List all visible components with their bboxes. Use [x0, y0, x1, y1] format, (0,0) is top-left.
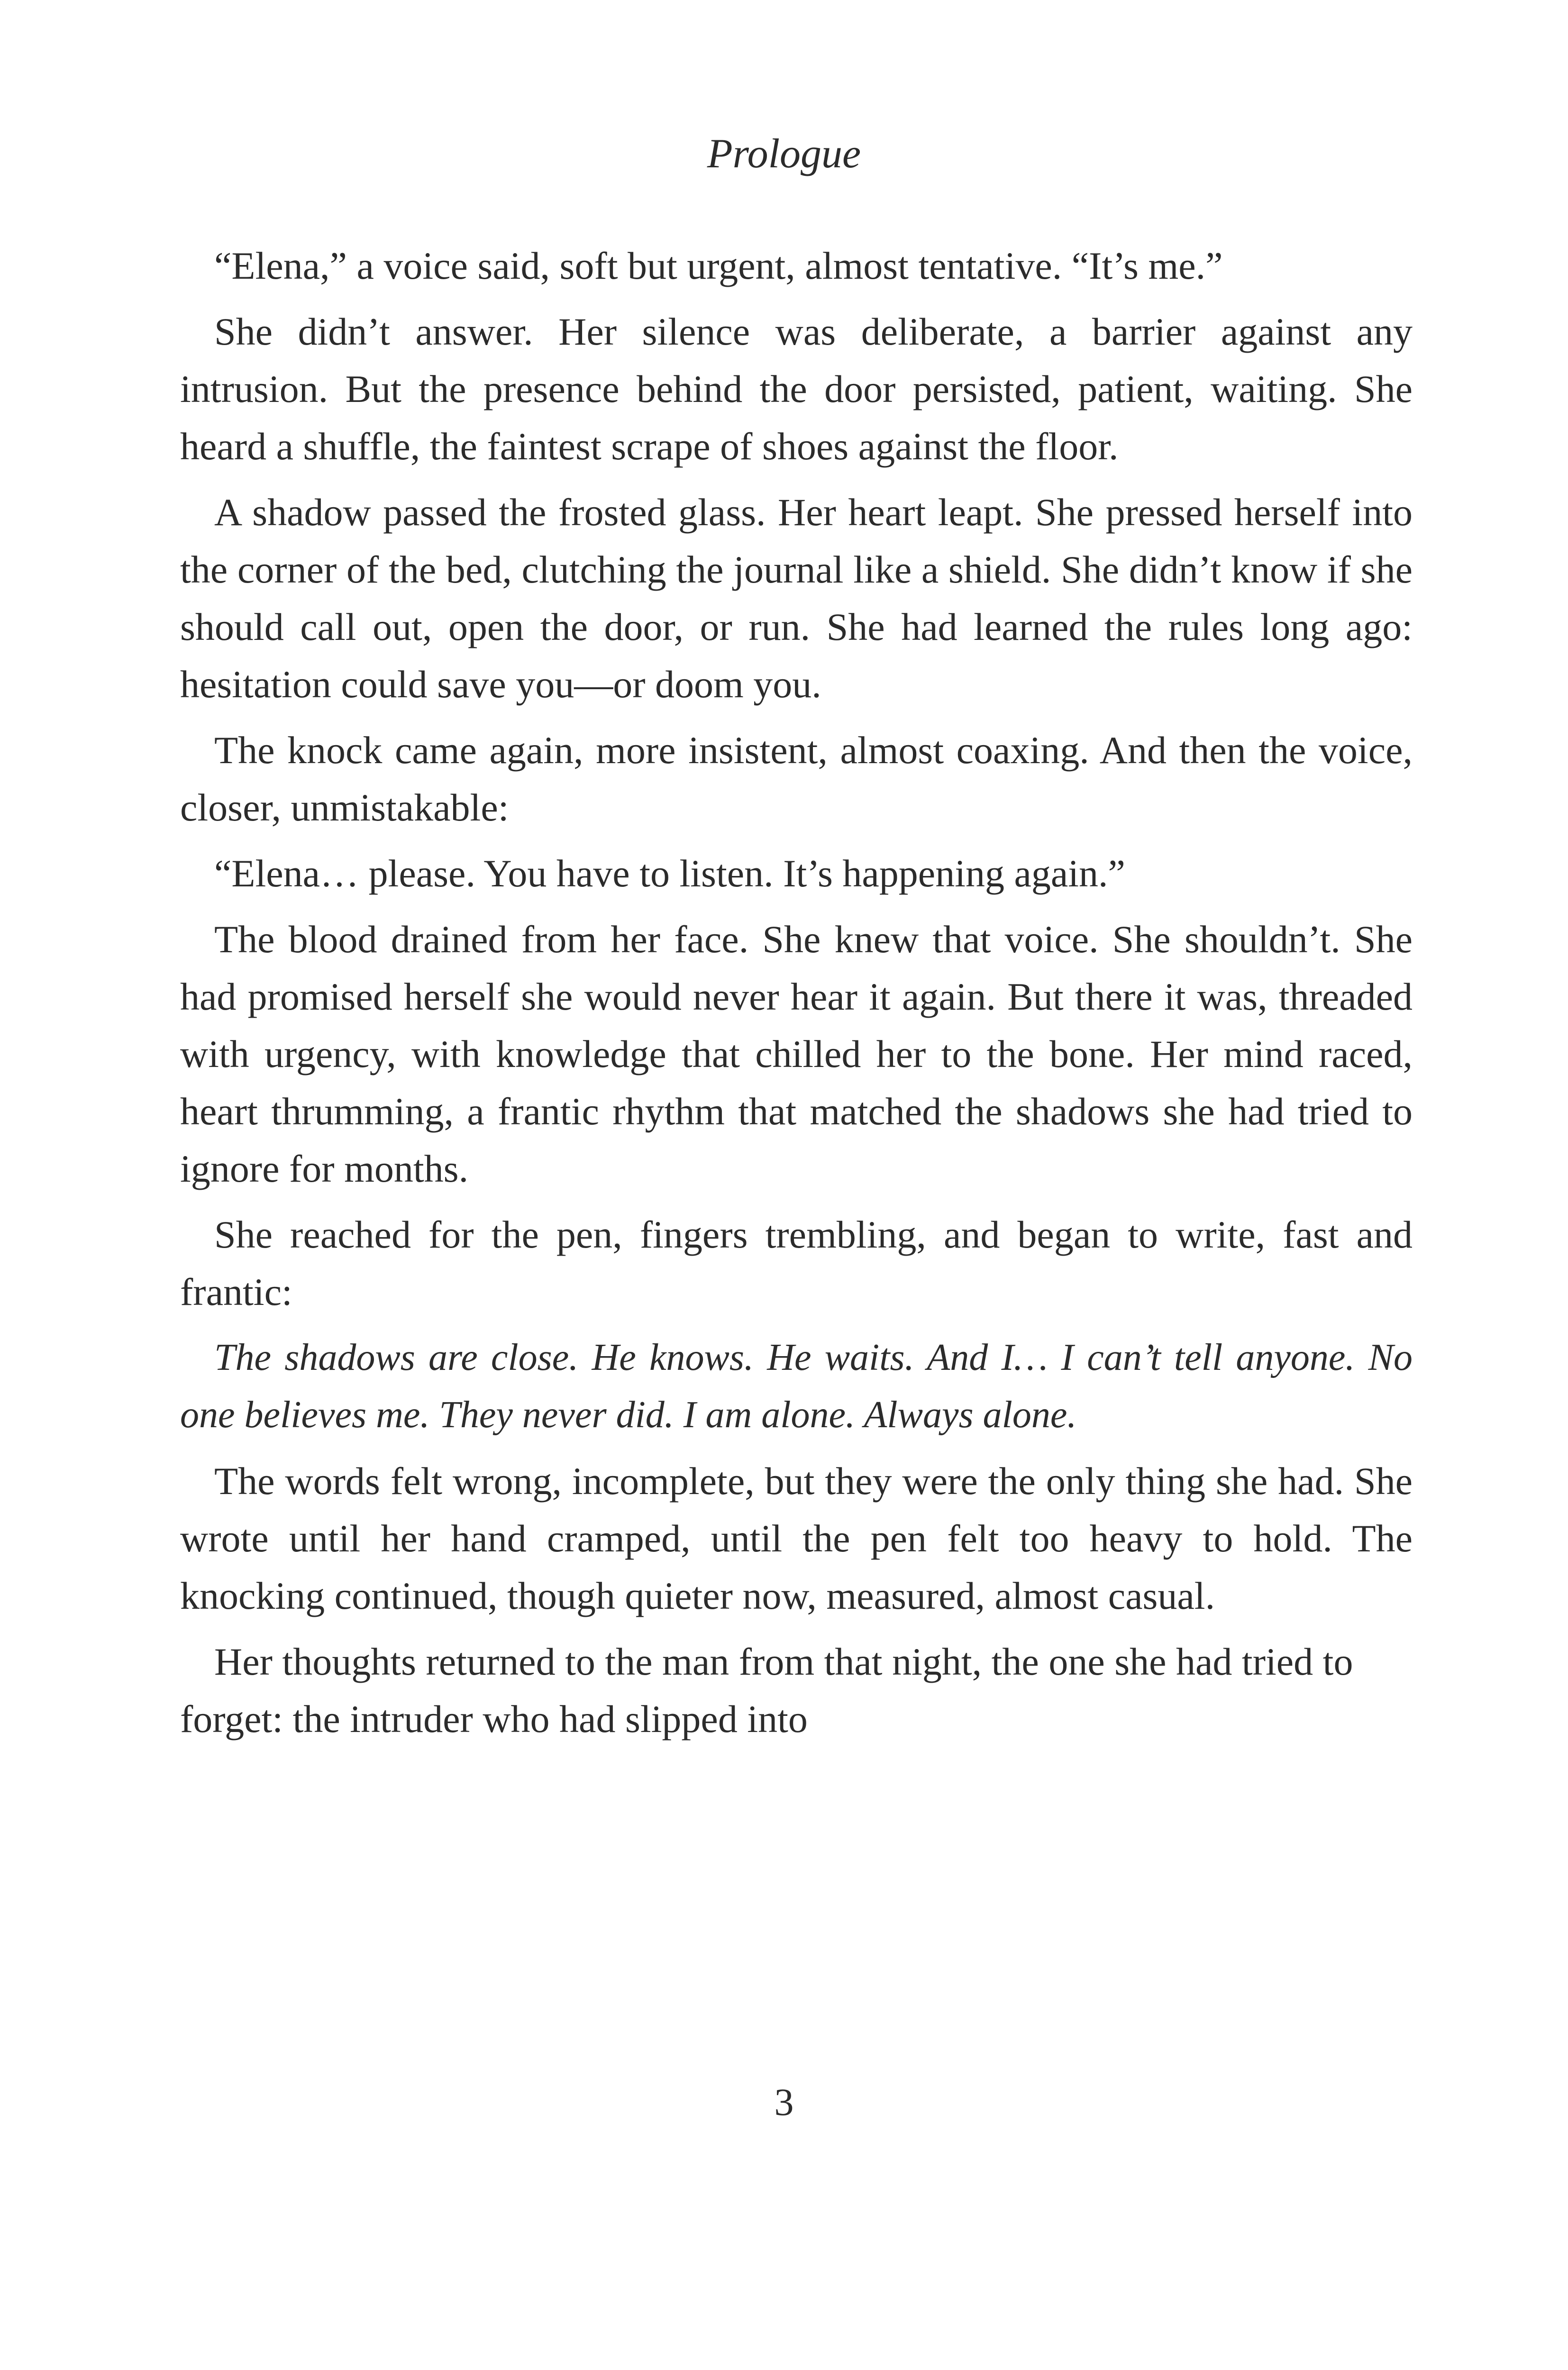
- journal-entry-paragraph: The shadows are close. He knows. He waits. And I… I can’t tell anyone. No one believes me. They never did. I am alone. Always alone.: [180, 1337, 1413, 1436]
- body-text: [180, 237, 1413, 1748]
- paragraph: She didn’t answer. Her silence was deliberate, a barrier against any intrusion. But the presence behind the door persisted, patient, waiting. She heard a shuffle, the faintest scrape of shoes against the floor.: [180, 310, 1413, 468]
- running-head: Prologue: [707, 131, 861, 177]
- paragraph: The words felt wrong, incomplete, but they were the only thing she had. She wrote until her hand cramped, until the pen felt too heavy to hold. The knocking continued, though quieter now, measured, almost casual.: [180, 1459, 1413, 1617]
- paragraph: Her thoughts returned to the man from that night, the one she had tried to forget: the intruder who had slipped into: [180, 1640, 1353, 1741]
- paragraph: “Elena,” a voice said, soft but urgent, almost tentative. “It’s me.”: [214, 244, 1223, 287]
- paragraph: “Elena… please. You have to listen. It’s happening again.”: [214, 852, 1125, 895]
- paragraph: She reached for the pen, fingers trembling, and began to write, fast and frantic:: [180, 1213, 1413, 1313]
- paragraph: The blood drained from her face. She knew that voice. She shouldn’t. She had promised herself she would never hear it again. But there it was, threaded with urgency, with knowledge that chilled her to the bone. Her mind raced, heart thrumming, a frantic rhythm that matched the shadows she had tried to ignore for months.: [180, 918, 1413, 1190]
- paragraph: The knock came again, more insistent, almost coaxing. And then the voice, closer, unmistakable:: [180, 729, 1413, 829]
- paragraph: A shadow passed the frosted glass. Her heart leapt. She pressed herself into the corner of the bed, clutching the journal like a shield. She didn’t know if she should call out, open the door, or run. She had learned the rules long ago: hesitation could save you—or doom you.: [180, 491, 1413, 706]
- page-number: 3: [774, 2080, 794, 2124]
